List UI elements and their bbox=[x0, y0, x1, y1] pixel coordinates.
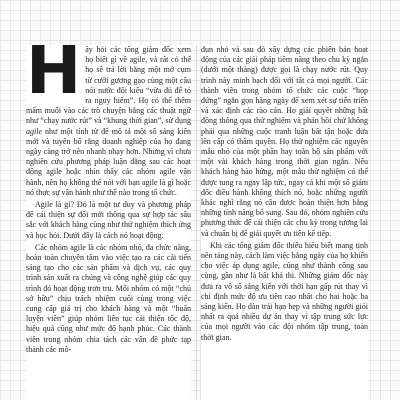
paragraph-text: ãy hỏi các tổng giám đốc xem họ biết gì về agile, và rất có thể họ sẽ trả lời bằng một mớ cụm từ cưỡi gương gạo cùng một câu nói nước đôi kiểu “vừa đủ để tỏ ra nguy hiểm”. Họ có thể thêm mấm muối vào các trò chuyện bằng các thuật ngữ như “chạy nước rút” và “khung thời gian”, sử dụng bbox=[26, 45, 191, 126]
italic-term: agile bbox=[26, 126, 42, 136]
paragraph: Các nhóm agile là các nhóm nhỏ, đa chức năng, hoàn toàn chuyên tâm vào việc tạo ra các cải tiến sáng tạo cho các sản phẩm và dịch vụ, các quy trình sản xuất ra chúng và công nghệ giúp các quy trình đó hoạt động trơn tru. Mỗi nhóm có một “chủ sở hữu” chịu trách nhiệm cuối cùng trong việc cung cấp giá trị cho khách hàng và một “huấn luyện viên” giúp nhóm liên tục cải thiện tốc độ, hiệu quả cũng như mức độ hạnh phúc. Các thành viên trong nhóm chia tách các vấn đề phức tạp thành các mô- bbox=[26, 242, 191, 354]
paragraph: Khi các tổng giám đốc thiếu hiểu biết mang tinh nền tảng này, cách làm việc hằng ngày của họ khiến cho việc áp dụng agile, cũng như thành công sau cùng, gần như là bất khả thi. Những giám đốc này đưa ra vô số sáng kiến với thời hạn gấp rút thay vì chỉ định mức độ ưu tiên cao nhất cho hai hoặc ba sáng kiến. Họ dàn trải hạn hẹp và những người giỏi nhất ra quá nhiều dự án thay vì tập trung sức lực của mọi người vào các đội nhóm tập trung, toàn thời gian. bbox=[201, 240, 368, 342]
drop-cap: H bbox=[26, 45, 82, 109]
paragraph: Agile là gì? Đó là một tư duy và phương pháp để cải thiện sự đổi mới thông qua sự hợp tác sâu sắc với khách hàng cũng như thử nghiệm thích ứng và học hỏi. Dưới đây là cách nó hoạt động. bbox=[26, 200, 191, 240]
paragraph: đun nhỏ và sau đó xây dựng các phiên bản hoạt động của các giải pháp tiềm năng theo chu kỳ ngắn (dưới một tháng) được gọi là chạy nước rút. Quy trình này minh bạch đối với tất cả mọi người. Các thành viên trong nhóm tổ chức các cuộc “họp đứng” ngắn gọn hàng ngày để xem xét sự tiến triển và xác định các rào cản. Họ giải quyết những bất đồng thông qua thử nghiệm và phản hồi chứ không phải qua những cuộc tranh luận bất tận hoặc đưa lên cấp có thẩm quyền. Họ thử nghiệm các nguyên mẫu nhỏ của một phần hay toàn bộ sản phẩm với một vài khách hàng trong thời gian ngắn. Nếu khách hàng hào hứng, một mẫu thử nghiệm có thể được tung ra ngay lập tức, ngay cả khi một số giám đốc điều hành không thích nó, hoặc những người khác nghĩ rằng nó cần được hoàn thiện hơn bằng những tính năng bổ sung. Sau đó, nhóm nghiên cứu phương thức để cải thiện các chu kỳ trong tương lai và chuẩn bị để giải quyết ưu tiên kế tiếp. bbox=[201, 45, 368, 238]
text-column-left bbox=[26, 45, 191, 400]
paragraph-text: như một tính từ để mô tả một số sáng kiến mới và tuyên bố rằng doanh nghiệp của họ đang ngày càng trở nên nhanh nhạy hơn. Nhưng vì chưa nghiên cứu phương pháp luận đằng sau các hoạt động agile hoặc nhìn thấy các nhóm agile vận hành, nên họ không thể nói với bạn agile là gì hoặc nó thực sự vận hành như thế nào trong tổ chức. bbox=[26, 126, 191, 197]
column-divider bbox=[196, 45, 197, 400]
text-column-right bbox=[201, 45, 368, 400]
